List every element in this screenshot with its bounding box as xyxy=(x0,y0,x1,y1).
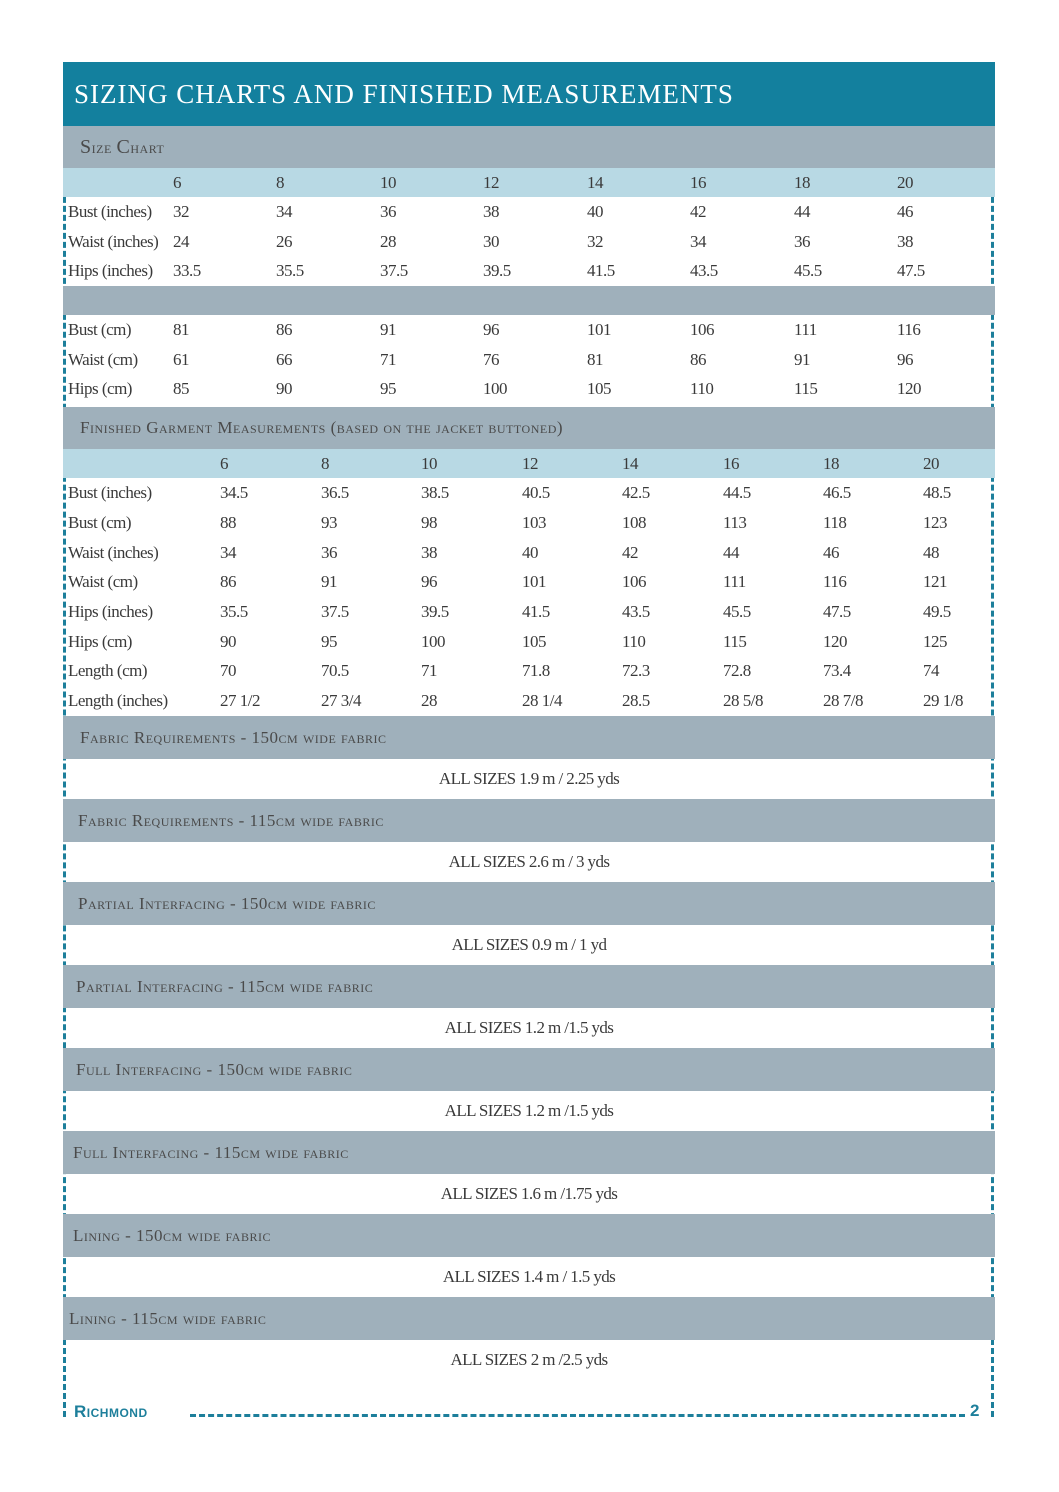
requirement-heading: Full Interfacing - 150cm wide fabric xyxy=(63,1048,995,1091)
table-cell: 106 xyxy=(690,320,714,340)
table-cell: 105 xyxy=(587,379,611,399)
table-row xyxy=(63,345,995,375)
size-column-header: 6 xyxy=(173,173,181,192)
table-row xyxy=(63,567,995,597)
table-cell: 120 xyxy=(823,631,847,651)
table-cell: 40 xyxy=(587,202,603,221)
table-cell: 34.5 xyxy=(220,483,248,503)
table-cell: 86 xyxy=(276,320,292,340)
table-cell: 40 xyxy=(522,542,538,562)
table-cell: 100 xyxy=(483,379,507,399)
row-label: Hips (cm) xyxy=(68,631,132,651)
table-cell: 35.5 xyxy=(276,261,304,281)
finished-measurements-heading: Finished Garment Measurements (based on the jacket buttoned) xyxy=(63,407,995,449)
row-label: Waist (cm) xyxy=(68,349,138,369)
requirement-heading: Fabric Requirements - 115cm wide fabric xyxy=(63,799,995,842)
table-cell: 26 xyxy=(276,231,292,251)
table-cell: 41.5 xyxy=(587,261,615,281)
requirement-heading: Full Interfacing - 115cm wide fabric xyxy=(63,1131,995,1174)
table-cell: 42 xyxy=(690,202,706,221)
table-cell: 101 xyxy=(522,572,546,592)
table-cell: 43.5 xyxy=(690,261,718,281)
row-label: Waist (inches) xyxy=(68,542,159,562)
table-row xyxy=(63,315,995,345)
table-row xyxy=(63,256,995,286)
table-cell: 38 xyxy=(897,231,913,251)
table-cell: 116 xyxy=(823,572,847,592)
table-cell: 27 1/2 xyxy=(220,690,260,710)
table-cell: 73.4 xyxy=(823,661,851,681)
table-cell: 46.5 xyxy=(823,483,851,503)
table-cell: 48.5 xyxy=(923,483,951,503)
table-cell: 42.5 xyxy=(622,483,650,503)
requirement-heading: Lining - 115cm wide fabric xyxy=(63,1297,995,1340)
table-cell: 110 xyxy=(622,631,646,651)
table-row xyxy=(63,508,995,538)
requirement-heading: Lining - 150cm wide fabric xyxy=(63,1214,995,1257)
table-cell: 95 xyxy=(321,631,337,651)
table-cell: 96 xyxy=(421,572,437,592)
table-cell: 36.5 xyxy=(321,483,349,503)
table-cell: 103 xyxy=(522,512,546,532)
table-cell: 29 1/8 xyxy=(923,690,963,710)
table-cell: 91 xyxy=(321,572,337,592)
requirement-value: ALL SIZES 1.2 m /1.5 yds xyxy=(444,1017,614,1037)
requirement-heading: Partial Interfacing - 150cm wide fabric xyxy=(63,882,995,925)
table-cell: 44 xyxy=(723,542,739,562)
table-cell: 95 xyxy=(380,379,396,399)
size-column-header: 10 xyxy=(421,454,437,474)
table-cell: 38 xyxy=(483,202,499,221)
size-column-header: 12 xyxy=(483,173,499,192)
size-column-header: 18 xyxy=(794,173,810,192)
table-cell: 35.5 xyxy=(220,601,248,621)
table-cell: 93 xyxy=(321,512,337,532)
table-cell: 45.5 xyxy=(723,601,751,621)
table-cell: 88 xyxy=(220,512,236,532)
table-cell: 101 xyxy=(587,320,611,340)
table-cell: 110 xyxy=(690,379,714,399)
table-cell: 28 xyxy=(380,231,396,251)
table-cell: 121 xyxy=(923,572,947,592)
table-cell: 44.5 xyxy=(723,483,751,503)
size-chart-heading: Size Chart xyxy=(63,126,995,168)
table-cell: 96 xyxy=(483,320,499,340)
table-cell: 32 xyxy=(173,202,189,221)
finished-rows xyxy=(63,478,995,716)
requirement-heading: Fabric Requirements - 150cm wide fabric xyxy=(63,716,995,759)
table-cell: 74 xyxy=(923,661,939,681)
requirement-heading: Partial Interfacing - 115cm wide fabric xyxy=(63,965,995,1008)
table-cell: 125 xyxy=(923,631,947,651)
table-cell: 71 xyxy=(421,661,437,681)
finished-header-row xyxy=(63,449,995,478)
row-label: Hips (inches) xyxy=(68,261,153,281)
size-column-header: 8 xyxy=(321,454,329,474)
size-column-header: 14 xyxy=(622,454,638,474)
table-cell: 34 xyxy=(220,542,236,562)
table-row xyxy=(63,227,995,257)
table-cell: 71 xyxy=(380,349,396,369)
row-label: Bust (inches) xyxy=(68,483,152,503)
sizing-page xyxy=(63,62,995,1380)
table-cell: 72.3 xyxy=(622,661,650,681)
size-column-header: 16 xyxy=(723,454,739,474)
table-cell: 86 xyxy=(690,349,706,369)
table-row xyxy=(63,597,995,627)
row-label: Bust (cm) xyxy=(68,512,132,532)
size-column-header: 18 xyxy=(823,454,839,474)
table-row xyxy=(63,538,995,568)
table-cell: 43.5 xyxy=(622,601,650,621)
size-chart-separator xyxy=(63,286,995,315)
table-cell: 36 xyxy=(380,202,396,221)
requirement-value: ALL SIZES 1.2 m /1.5 yds xyxy=(444,1100,614,1120)
table-cell: 106 xyxy=(622,572,646,592)
table-cell: 32 xyxy=(587,231,603,251)
table-cell: 45.5 xyxy=(794,261,822,281)
table-cell: 38 xyxy=(421,542,437,562)
size-column-header: 14 xyxy=(587,173,603,192)
bottom-dashed-border xyxy=(190,1414,965,1417)
table-row xyxy=(63,197,995,227)
table-cell: 28 xyxy=(421,690,437,710)
table-cell: 76 xyxy=(483,349,499,369)
table-cell: 38.5 xyxy=(421,483,449,503)
table-cell: 120 xyxy=(897,379,921,399)
table-cell: 90 xyxy=(220,631,236,651)
table-cell: 47.5 xyxy=(897,261,925,281)
row-label: Hips (inches) xyxy=(68,601,153,621)
table-cell: 37.5 xyxy=(380,261,408,281)
row-label: Waist (inches) xyxy=(68,231,159,251)
table-cell: 61 xyxy=(173,349,189,369)
table-cell: 116 xyxy=(897,320,921,340)
size-column-header: 12 xyxy=(522,454,538,474)
table-cell: 123 xyxy=(923,512,947,532)
table-cell: 115 xyxy=(723,631,747,651)
table-cell: 100 xyxy=(421,631,445,651)
row-label: Length (cm) xyxy=(68,661,147,681)
table-cell: 81 xyxy=(587,349,603,369)
table-cell: 28 5/8 xyxy=(723,690,763,710)
table-cell: 46 xyxy=(823,542,839,562)
size-column-header: 16 xyxy=(690,173,706,192)
requirement-value: ALL SIZES 1.9 m / 2.25 yds xyxy=(438,768,620,788)
size-chart-cm-rows xyxy=(63,315,995,404)
size-column-header: 10 xyxy=(380,173,396,192)
row-label: Bust (cm) xyxy=(68,320,132,340)
table-cell: 39.5 xyxy=(421,601,449,621)
table-cell: 70 xyxy=(220,661,236,681)
table-cell: 91 xyxy=(380,320,396,340)
requirement-value: ALL SIZES 0.9 m / 1 yd xyxy=(451,934,607,954)
table-cell: 27 3/4 xyxy=(321,690,361,710)
table-cell: 108 xyxy=(622,512,646,532)
table-cell: 81 xyxy=(173,320,189,340)
table-cell: 33.5 xyxy=(173,261,201,281)
requirements-list xyxy=(63,716,995,1380)
table-cell: 105 xyxy=(522,631,546,651)
table-row xyxy=(63,478,995,508)
size-column-header: 20 xyxy=(923,454,939,474)
table-cell: 113 xyxy=(723,512,747,532)
table-cell: 41.5 xyxy=(522,601,550,621)
table-cell: 86 xyxy=(220,572,236,592)
table-cell: 34 xyxy=(690,231,706,251)
table-cell: 96 xyxy=(897,349,913,369)
row-label: Waist (cm) xyxy=(68,572,138,592)
table-cell: 115 xyxy=(794,379,818,399)
table-cell: 111 xyxy=(723,572,746,592)
table-cell: 91 xyxy=(794,349,810,369)
table-row xyxy=(63,627,995,657)
table-cell: 37.5 xyxy=(321,601,349,621)
table-cell: 66 xyxy=(276,349,292,369)
table-cell: 40.5 xyxy=(522,483,550,503)
table-cell: 48 xyxy=(923,542,939,562)
size-chart-header-row xyxy=(63,168,995,197)
page-number: 2 xyxy=(970,1401,980,1420)
size-column-header: 20 xyxy=(897,173,913,192)
table-cell: 111 xyxy=(794,320,817,340)
table-row xyxy=(63,656,995,686)
table-cell: 42 xyxy=(622,542,638,562)
table-cell: 47.5 xyxy=(823,601,851,621)
table-cell: 28.5 xyxy=(622,690,650,710)
table-cell: 44 xyxy=(794,202,810,221)
table-cell: 30 xyxy=(483,231,499,251)
requirement-value: ALL SIZES 1.4 m / 1.5 yds xyxy=(442,1266,616,1286)
table-cell: 72.8 xyxy=(723,661,751,681)
requirement-value: ALL SIZES 1.6 m /1.75 yds xyxy=(440,1183,618,1203)
table-cell: 85 xyxy=(173,379,189,399)
table-row xyxy=(63,686,995,716)
table-cell: 39.5 xyxy=(483,261,511,281)
size-column-header: 8 xyxy=(276,173,284,192)
table-cell: 28 1/4 xyxy=(522,690,562,710)
table-cell: 46 xyxy=(897,202,913,221)
table-cell: 118 xyxy=(823,512,847,532)
table-cell: 71.8 xyxy=(522,661,550,681)
table-cell: 24 xyxy=(173,231,189,251)
requirement-value: ALL SIZES 2.6 m / 3 yds xyxy=(448,851,610,871)
table-cell: 98 xyxy=(421,512,437,532)
table-cell: 70.5 xyxy=(321,661,349,681)
brand-logo: Richmond xyxy=(74,1402,148,1421)
table-cell: 34 xyxy=(276,202,292,221)
page-title: SIZING CHARTS AND FINISHED MEASUREMENTS xyxy=(63,62,995,126)
size-chart-inches-rows xyxy=(63,197,995,286)
table-cell: 28 7/8 xyxy=(823,690,863,710)
table-cell: 90 xyxy=(276,379,292,399)
table-cell: 49.5 xyxy=(923,601,951,621)
row-label: Hips (cm) xyxy=(68,379,132,399)
requirement-value: ALL SIZES 2 m /2.5 yds xyxy=(450,1349,608,1369)
size-column-header: 6 xyxy=(220,454,228,474)
row-label: Length (inches) xyxy=(68,690,168,710)
row-label: Bust (inches) xyxy=(68,202,152,221)
table-cell: 36 xyxy=(794,231,810,251)
table-cell: 36 xyxy=(321,542,337,562)
table-row xyxy=(63,374,995,404)
